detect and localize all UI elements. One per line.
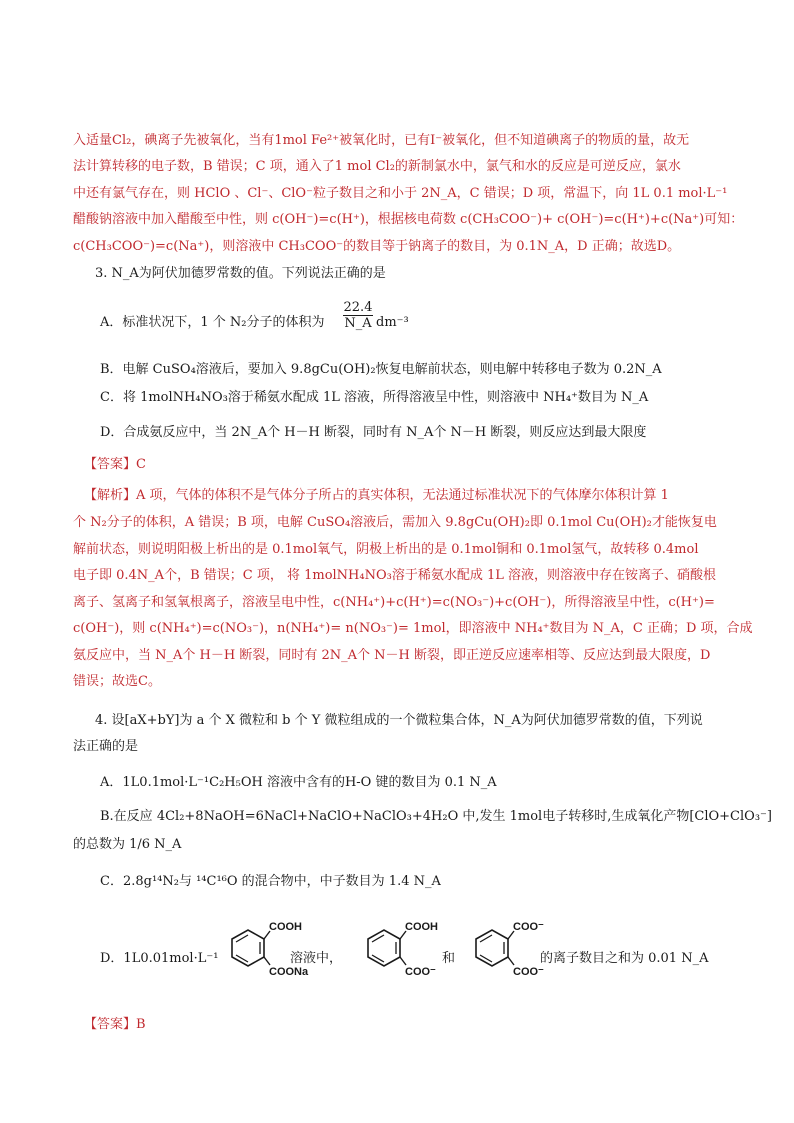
explanation-line-4: 醋酸钠溶液中加入醋酸至中性，则 c(OH⁻)=c(H⁺)，根据核电荷数 c(CH₃COO⁻)+ c(OH⁻)=c(H⁺)+c(Na⁺)可知： [73, 212, 744, 227]
group-label-bottom: COO⁻ [513, 966, 544, 978]
option-d-mid-2: 和 [442, 951, 456, 966]
question-3-option-b: B．电解 CuSO₄溶液后，要加入 9.8gCu(OH)₂恢复电解前状态，则电解中转移电子数为 0.2N_A [100, 362, 662, 377]
question-4-option-c: C．2.8g¹⁴N₂与 ¹⁴C¹⁶O 的混合物中，中子数目为 1.4 N_A [100, 874, 441, 889]
substituent-bond-bottom [508, 957, 514, 965]
group-label-top: COO⁻ [513, 921, 544, 933]
question-4-option-d [100, 915, 740, 995]
option-d-suffix: 的离子数目之和为 0.01 N_A [540, 951, 709, 966]
substituent-bond-bottom [400, 957, 406, 965]
analysis-line-4: 电子即 0.4N_A个，B 错误；C 项， 将 1molNH₄NO₃溶于稀氨水配成 1L 溶液，则溶液中存在铵离子、硝酸根 [73, 568, 717, 583]
fraction-denominator: N_A [344, 316, 372, 331]
option-d-mid-1: 溶液中， [290, 951, 343, 966]
question-3-stem: 3. N_A为阿伏加德罗常数的值。下列说法正确的是 [95, 266, 386, 281]
sodium-hydrogen-phthalate-structure [212, 915, 309, 995]
explanation-line-5: c(CH₃COO⁻)=c(Na⁺)，则溶液中 CH₃COO⁻的数目等于钠离子的数目，为 0.1N_A，D 正确；故选D。 [73, 239, 681, 254]
explanation-line-2: 法计算转移的电子数，B 错误；C 项，通入了1 mol Cl₂的新制氯水中，氯气和水的反应是可逆反应，氯水 [73, 159, 681, 174]
phthalate-ion-structure [456, 915, 544, 995]
group-label-top: COOH [405, 921, 438, 933]
explanation-line-1: 入适量Cl₂，碘离子先被氧化，当有1mol Fe²⁺被氧化时，已有I⁻被氧化，但不知道碘离子的物质的量，故无 [73, 133, 690, 148]
question-4-option-b-2: 的总数为 1/6 N_A [73, 837, 182, 852]
question-4-stem-1: 4. 设[aX+bY]为 a 个 X 微粒和 b 个 Y 微粒组成的一个微粒集合体，N_A为阿伏加德罗常数的值，下列说 [95, 713, 703, 728]
analysis-line-2: 个 N₂分子的体积，A 错误；B 项，电解 CuSO₄溶液后，需加入 9.8gCu(OH)₂即 0.1mol Cu(OH)₂才能恢复电 [73, 515, 717, 530]
option-d-prefix: D．1L0.01mol·L⁻¹ [100, 951, 219, 966]
question-3-option-c: C．将 1molNH₄NO₃溶于稀氨水配成 1L 溶液，所得溶液呈中性，则溶液中 NH₄⁺数目为 N_A [100, 390, 649, 405]
option-a-text: A．标准状况下，1 个 N₂分子的体积为 [100, 315, 325, 330]
group-label-top: COOH [269, 921, 302, 933]
answer-3: 【答案】C [84, 457, 146, 472]
fraction-numerator: 22.4 [343, 300, 373, 315]
option-a-unit: dm⁻³ [376, 315, 409, 330]
analysis-line-3: 解前状态，则说明阳极上析出的是 0.1mol氧气，阴极上析出的是 0.1mol铜和 0.1mol氢气，故转移 0.4mol [73, 542, 699, 557]
answer-4: 【答案】B [84, 1017, 146, 1032]
question-4-stem-2: 法正确的是 [73, 739, 139, 754]
explanation-line-3: 中还有氯气存在，则 HClO 、Cl⁻、ClO⁻粒子数目之和小于 2N_A，C 错误；D 项，常温下，向 1L 0.1 mol·L⁻¹ [73, 186, 728, 201]
hydrogen-phthalate-ion-structure [348, 915, 438, 995]
group-label-bottom: COO⁻ [405, 966, 436, 978]
analysis-line-1: 【解析】A 项，气体的体积不是气体分子所占的真实体积，无法通过标准状况下的气体摩尔体积计算 1 [84, 488, 669, 503]
question-3-option-a [100, 300, 760, 344]
question-4-option-a: A．1L0.1mol·L⁻¹C₂H₅OH 溶液中含有的H-O 键的数目为 0.1 N_A [100, 775, 497, 790]
option-a-fraction [343, 300, 373, 331]
analysis-line-7: 氨反应中，当 N_A个 H－H 断裂，同时有 2N_A个 N－H 断裂，即正逆反应速率相等、反应达到最大限度，D [73, 648, 711, 663]
analysis-line-5: 离子、氢离子和氢氧根离子，溶液呈电中性，c(NH₄⁺)+c(H⁺)=c(NO₃⁻)+c(OH⁻)，所得溶液呈中性，c(H⁺)= [73, 595, 715, 610]
question-4-option-b-1: B.在反应 4Cl₂+8NaOH=6NaCl+NaClO+NaClO₃+4H₂O 中,发生 1mol电子转移时,生成氧化产物[ClO+ClO₃⁻] [100, 809, 772, 824]
analysis-line-8: 错误；故选C。 [73, 674, 161, 689]
question-3-option-d: D．合成氨反应中，当 2N_A个 H－H 断裂，同时有 N_A个 N－H 断裂，则反应达到最大限度 [100, 425, 647, 440]
group-label-bottom: COONa [269, 966, 309, 978]
substituent-bond-bottom [264, 957, 270, 965]
analysis-line-6: c(OH⁻)，则 c(NH₄⁺)=c(NO₃⁻)，n(NH₄⁺)= n(NO₃⁻)= 1mol，即溶液中 NH₄⁺数目为 N_A，C 正确；D 项，合成 [73, 621, 753, 636]
